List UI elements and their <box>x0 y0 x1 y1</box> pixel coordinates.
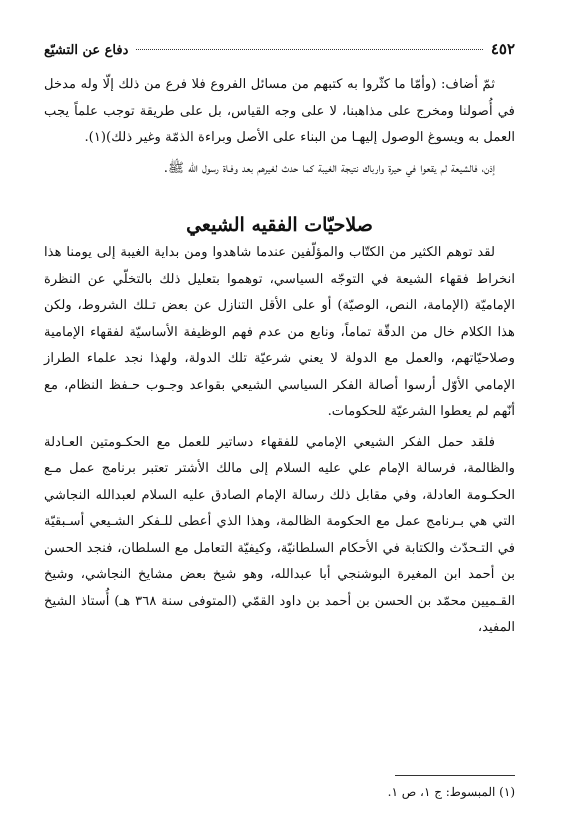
page-number: ٤٥٢ <box>490 40 515 58</box>
header-dotted-leader <box>136 49 482 50</box>
paragraph-quote-continuation: ثمّ أضاف: (وأمّا ما كثّروا به كتبهم من مسائل الفروع فلا فرع من ذلك إلّا وله مدخل في أُصولنا ومخرج على مذاهبنا، لا على وجه القياس، بل على طريقة توجب علماً يجب العمل به ويسوغ الوصول إليهـا من البناء على الأصل وبراءة الذمّة وغير ذلك)(١). <box>44 77 515 145</box>
section-heading: صلاحيّات الفقيه الشيعي <box>186 214 373 236</box>
paragraph-body-2: فلقد حمل الفكر الشيعي الإمامي للفقهاء دساتير للعمل مع الحكـومتين العـادلة والظالمة، فرسالة الإمام علي عليه السلام إلى مالك الأشتر تعتبر برنامج عمل مـع الحكـومة العادلة، وفي مقابل ذلك رسالة الإمام الصادق عليه السلام لعبدالله النجاشي التي هي بـرنامج عمل مع الحكومة الظالمة، وهذا الذي أعطى للـفكر الشـيعي أسـبقيّة في التـحدّث والكتابة في الأحكام السلطانيّة، وكيفيّة التعامل مع السلطان، فنجد الحسن بن أحمد ابن المغيرة البوشنجي أبا عبدالله، وهو شيخ بعض مشايخ النجاشي، وشيخ القـميين محمّد بن الحسن بن أحمد بن داود القمّي (المتوفى سنة ٣٦٨ هـ) أُستاذ الشيخ المفيد، <box>44 434 515 635</box>
running-title: دفاع عن التشيّع <box>44 43 129 58</box>
paragraph-body-1: لقد توهم الكثير من الكتّاب والمؤلّفين عندما شاهدوا ومن بداية الغيبة إلى يومنا هذا انخراط فقهاء الشيعة في التوجّه السياسي، توهموا بتعليل ذلك بالتخلّي عن النظرة الإماميّة (الإمامة، النص، الوصيّة) أو على الأقل التنازل عن بعض تـلك الشروط، ولكن هذا الكلام خال من الدقّة تماماً، ونابع من عدم فهم الوظيفة الأساسيّة لفقهاء الإمامية وصلاحيّاتهم، والعمل مع الدولة لا يعني شرعيّة تلك الدولة، ولهذا نجد علماء الطراز الإمامي الأوّل أرسوا أصالة الفكر السياسي الشيعي بقواعد وجـوب حـفظ النظام، مع أنّهم لم يعطوا الشرعيّة للحكومات. <box>44 245 515 419</box>
footnote: (١) المبسوط: ج ١، ص ١. <box>387 785 515 799</box>
footnote-divider <box>395 775 515 776</box>
page-header <box>44 40 515 58</box>
paragraph-conclusion: إذن، فالشيعة لم يقعوا في حيرة وارباك نتيجة الغيبة كما حدث لغيرهم بعد وفـاة رسول الله ﷺ. <box>163 160 495 176</box>
